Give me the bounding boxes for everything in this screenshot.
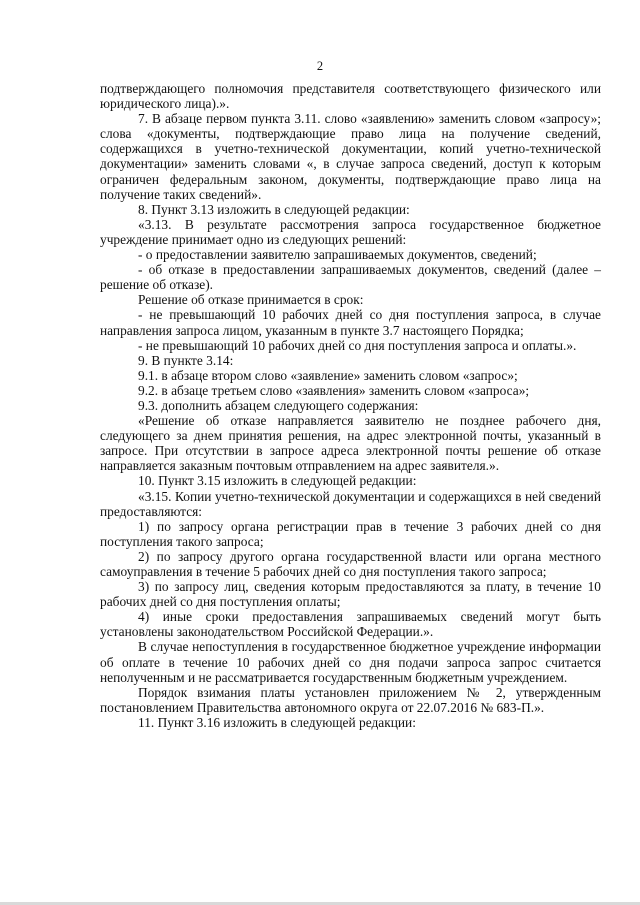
document-body bbox=[100, 81, 601, 730]
paragraph-3-13: «3.13. В результате рассмотрения запроса государственное бюджетное учреждение принимает одно из следующих решений: bbox=[100, 216, 601, 247]
page-number: 2 bbox=[316, 59, 324, 73]
paragraph-continuation: подтверждающего полномочия представителя соответствующего физического или юридического лица).». bbox=[100, 81, 601, 112]
paragraph-dash-provide: - о предоставлении заявителю запрашиваемых документов, сведений; bbox=[138, 247, 537, 263]
paragraph-dash-term-1: - не превышающий 10 рабочих дней со дня поступления запроса, в случае направления запроса лицом, указанным в пункте 3.7 настоящего Порядка; bbox=[100, 307, 601, 338]
paragraph-item-9-2: 9.2. в абзаце третьем слово «заявления» заменить словом «запроса»; bbox=[138, 382, 530, 398]
paragraph-item-8: 8. Пункт 3.13 изложить в следующей редакции: bbox=[138, 201, 410, 217]
paragraph-3-15: «3.15. Копии учетно-технической документации и содержащихся в ней сведений предоставляются: bbox=[100, 488, 601, 519]
paragraph-refusal-term: Решение об отказе принимается в срок: bbox=[138, 292, 364, 308]
paragraph-item-9: 9. В пункте 3.14: bbox=[138, 352, 234, 368]
paragraph-item-7: 7. В абзаце первом пункта 3.11. слово «заявлению» заменить словом «запросу»; слова «документы, подтверждающие право лица на получение сведений, содержащихся в учетно-технической документации, копий учетно-технической документации» заменить словами «, в случае запроса сведений, доступ к которым ограничен федеральным законом, документы, подтверждающие право лица на получение таких сведений». bbox=[100, 111, 601, 202]
paragraph-list-2: 2) по запросу другого органа государственной власти или органа местного самоуправления в течение 5 рабочих дней со дня поступления такого запроса; bbox=[100, 548, 601, 579]
paragraph-refusal-notice: «Решение об отказе направляется заявителю не позднее рабочего дня, следующего за днем принятия решения, на адрес электронной почты, указанный в запросе. При отсутствии в запросе адреса электронной почты решение об отказе направляется заказным почтовым отправлением на адрес заявителя.». bbox=[100, 413, 601, 474]
paragraph-no-payment: В случае непоступления в государственное бюджетное учреждение информации об оплате в течение 10 рабочих дней со дня подачи запроса запрос считается неполученным и не рассматривается государственным бюджетным учреждением. bbox=[100, 639, 601, 685]
paragraph-item-9-1: 9.1. в абзаце втором слово «заявление» заменить словом «запрос»; bbox=[138, 367, 518, 383]
paragraph-list-4: 4) иные сроки предоставления запрашиваемых сведений могут быть установлены законодательством Российской Федерации.». bbox=[100, 609, 601, 640]
paragraph-dash-refuse: - об отказе в предоставлении запрашиваемых документов, сведений (далее – решение об отказе). bbox=[100, 262, 601, 293]
paragraph-dash-term-2: - не превышающий 10 рабочих дней со дня поступления запроса и оплаты.». bbox=[138, 337, 577, 353]
paragraph-item-9-3: 9.3. дополнить абзацем следующего содержания: bbox=[138, 397, 419, 413]
paragraph-item-11: 11. Пункт 3.16 изложить в следующей редакции: bbox=[138, 714, 416, 730]
paragraph-item-10: 10. Пункт 3.15 изложить в следующей редакции: bbox=[138, 473, 417, 489]
paragraph-fee-procedure: Порядок взимания платы установлен приложением № 2, утвержденным постановлением Правительства автономного округа от 22.07.2016 № 683-П.». bbox=[100, 684, 601, 715]
paragraph-list-1: 1) по запросу органа регистрации прав в течение 3 рабочих дней со дня поступления такого запроса; bbox=[100, 518, 601, 549]
paragraph-list-3: 3) по запросу лиц, сведения которым предоставляются за плату, в течение 10 рабочих дней со дня поступления оплаты; bbox=[100, 579, 601, 610]
